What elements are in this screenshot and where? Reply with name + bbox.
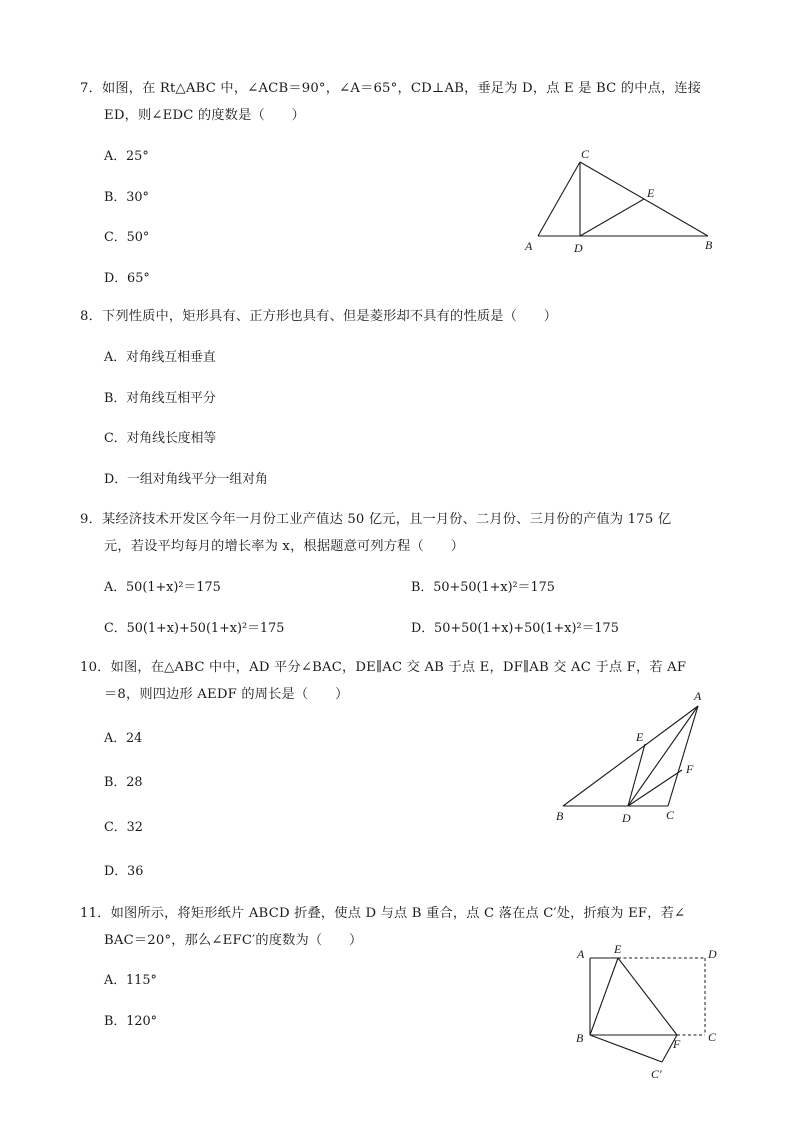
q10-segment-ba bbox=[563, 706, 698, 806]
q8-option-a: A．对角线互相垂直 bbox=[104, 350, 216, 365]
q11-fold-figure bbox=[570, 940, 725, 1085]
q11-label-c: C bbox=[708, 1030, 717, 1044]
q10-option-d: D．36 bbox=[104, 864, 144, 879]
q7-label-e: E bbox=[647, 186, 655, 200]
q11-segment-ef bbox=[618, 958, 677, 1035]
q7-option-b: B．30° bbox=[104, 190, 149, 205]
q9-option-d: D．50+50(1+x)+50(1+x)²＝175 bbox=[411, 621, 619, 636]
q9-option-b: B．50+50(1+x)²＝175 bbox=[411, 580, 555, 595]
q9-option-c: C．50(1+x)+50(1+x)²＝175 bbox=[104, 621, 285, 636]
q11-stem-line2: BAC＝20°，那么∠EFC′的度数为（ ） bbox=[104, 933, 363, 948]
q7-triangle-figure bbox=[520, 145, 720, 260]
q7-segment-ac bbox=[538, 162, 580, 236]
q10-label-a: A bbox=[694, 689, 702, 703]
q7-stem-line1: 7．如图，在 Rt△ABC 中，∠ACB＝90°，∠A＝65°，CD⊥AB，垂足为 D，点 E 是 BC 的中点，连接 bbox=[80, 81, 702, 96]
q11-segment-be bbox=[590, 958, 618, 1035]
q10-label-c: C bbox=[666, 808, 675, 822]
q10-segment-da bbox=[628, 706, 698, 806]
q11-label-e: E bbox=[614, 942, 622, 956]
q11-segment-bcp bbox=[590, 1035, 662, 1062]
q9-stem-line1: 9．某经济技术开发区今年一月份工业产值达 50 亿元，且一月份、二月份、三月份的产值为 175 亿 bbox=[80, 512, 672, 527]
q11-label-a: A bbox=[577, 947, 585, 961]
q10-label-f: F bbox=[686, 762, 694, 776]
q10-option-a: A．24 bbox=[104, 731, 143, 746]
q11-option-b: B．120° bbox=[104, 1014, 158, 1029]
q10-segment-ac bbox=[668, 706, 698, 806]
q10-option-c: C．32 bbox=[104, 820, 143, 835]
q9-option-a: A．50(1+x)²＝175 bbox=[104, 580, 221, 595]
q8-option-d: D．一组对角线平分一组对角 bbox=[104, 472, 268, 487]
q7-segment-de bbox=[580, 199, 644, 236]
q11-label-d: D bbox=[708, 947, 717, 961]
q11-option-a: A．115° bbox=[104, 973, 157, 988]
q7-label-a: A bbox=[525, 239, 533, 253]
q11-label-b: B bbox=[576, 1031, 584, 1045]
q7-option-d: D．65° bbox=[104, 271, 150, 286]
q10-label-e: E bbox=[636, 730, 644, 744]
q7-stem-line2: ED，则∠EDC 的度数是（ ） bbox=[104, 108, 306, 123]
q11-label-c-prime: C′ bbox=[651, 1067, 662, 1081]
q7-label-b: B bbox=[705, 238, 713, 252]
q10-label-d: D bbox=[622, 811, 631, 825]
q7-option-a: A．25° bbox=[104, 149, 149, 164]
q8-option-c: C．对角线长度相等 bbox=[104, 431, 217, 446]
q11-label-f: F bbox=[673, 1037, 681, 1051]
q7-option-c: C．50° bbox=[104, 230, 150, 245]
q7-label-c: C bbox=[581, 147, 590, 161]
q10-stem-line2: ＝8，则四边形 AEDF 的周长是（ ） bbox=[104, 687, 349, 702]
q10-triangle-figure bbox=[548, 685, 713, 830]
q7-label-d: D bbox=[574, 241, 583, 255]
q8-stem-line1: 8．下列性质中，矩形具有、正方形也具有、但是菱形却不具有的性质是（ ） bbox=[80, 309, 558, 324]
q9-stem-line2: 元，若设平均每月的增长率为 x，根据题意可列方程（ ） bbox=[104, 539, 465, 554]
q11-stem-line1: 11．如图所示，将矩形纸片 ABCD 折叠，使点 D 与点 B 重合，点 C 落在点 C′处，折痕为 EF，若∠ bbox=[80, 906, 686, 921]
q10-label-b: B bbox=[556, 809, 564, 823]
q10-stem-line1: 10．如图，在△ABC 中中，AD 平分∠BAC，DE∥AC 交 AB 于点 E，DF∥AB 交 AC 于点 F，若 AF bbox=[80, 660, 687, 675]
q8-option-b: B．对角线互相平分 bbox=[104, 391, 216, 406]
q10-option-b: B．28 bbox=[104, 775, 143, 790]
